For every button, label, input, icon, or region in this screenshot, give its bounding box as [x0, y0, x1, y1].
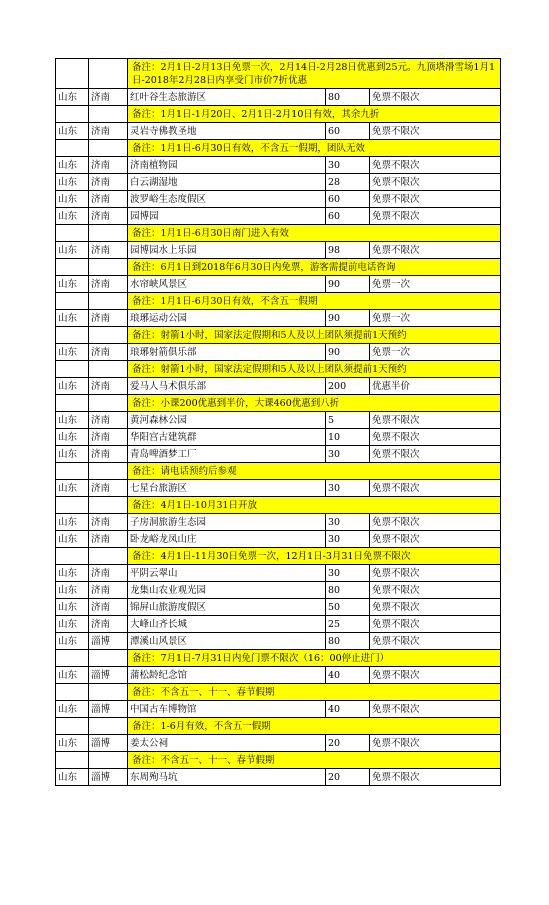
note-text: 备注：1月1日-6月30日南门进入有效 [128, 225, 501, 242]
policy-cell: 免票不限次 [370, 599, 501, 616]
note-text: 备注：射箭1小时，国家法定假期和5人及以上团队须提前1天预约 [128, 327, 501, 344]
city-cell: 济南 [89, 412, 128, 429]
city-cell: 济南 [89, 480, 128, 497]
policy-cell: 优惠半价 [370, 378, 501, 395]
price-cell: 10 [326, 429, 370, 446]
attraction-row [56, 89, 501, 106]
city-cell: 济南 [89, 531, 128, 548]
policy-cell: 免票一次 [370, 310, 501, 327]
policy-cell: 免票不限次 [370, 667, 501, 684]
empty-cell [56, 225, 89, 242]
province-cell: 山东 [56, 582, 89, 599]
attraction-row [56, 242, 501, 259]
attraction-name-cell: 济南植物园 [128, 157, 326, 174]
attraction-name-cell: 平阴云翠山 [128, 565, 326, 582]
note-text: 备注：2月1日-2月13日免票一次，2月14日-2月28日优惠到25元。九顶塔滑雪场1月1日-2018年2月28日内享受门市价7折优惠 [128, 59, 501, 89]
note-text: 备注：4月1日-11月30日免票一次，12月1日-3月31日免票不限次 [128, 548, 501, 565]
attraction-row [56, 191, 501, 208]
attraction-name-cell: 潭溪山风景区 [128, 633, 326, 650]
attraction-row [56, 412, 501, 429]
empty-cell [89, 718, 128, 735]
policy-cell: 免票不限次 [370, 769, 501, 786]
city-cell: 济南 [89, 582, 128, 599]
attraction-name-cell: 黄河森林公园 [128, 412, 326, 429]
policy-cell: 免票不限次 [370, 480, 501, 497]
attraction-row [56, 480, 501, 497]
province-cell: 山东 [56, 310, 89, 327]
city-cell: 济南 [89, 89, 128, 106]
attraction-row [56, 565, 501, 582]
attraction-name-cell: 园博园 [128, 208, 326, 225]
city-cell: 济南 [89, 599, 128, 616]
empty-cell [89, 259, 128, 276]
price-cell: 30 [326, 531, 370, 548]
note-text: 备注：1-6月有效，不含五一假期 [128, 718, 501, 735]
policy-cell: 免票不限次 [370, 208, 501, 225]
province-cell: 山东 [56, 667, 89, 684]
attraction-name-cell: 卧龙峪龙凤山庄 [128, 531, 326, 548]
province-cell: 山东 [56, 769, 89, 786]
price-cell: 90 [326, 310, 370, 327]
city-cell: 济南 [89, 191, 128, 208]
policy-cell: 免票不限次 [370, 123, 501, 140]
note-row [56, 395, 501, 412]
province-cell: 山东 [56, 174, 89, 191]
empty-cell [56, 293, 89, 310]
attraction-name-cell: 姜太公祠 [128, 735, 326, 752]
price-cell: 60 [326, 208, 370, 225]
price-cell: 40 [326, 667, 370, 684]
note-text: 备注：不含五一、十一、春节假期 [128, 752, 501, 769]
empty-cell [56, 395, 89, 412]
empty-cell [89, 293, 128, 310]
city-cell: 淄博 [89, 735, 128, 752]
price-cell: 30 [326, 480, 370, 497]
price-cell: 5 [326, 412, 370, 429]
empty-cell [89, 361, 128, 378]
note-text: 备注：1月1日-1月20日、2月1日-2月10日有效，其余九折 [128, 106, 501, 123]
attraction-row [56, 514, 501, 531]
attraction-name-cell: 蒲松龄纪念馆 [128, 667, 326, 684]
city-cell: 济南 [89, 344, 128, 361]
note-row [56, 684, 501, 701]
price-cell: 30 [326, 446, 370, 463]
empty-cell [89, 106, 128, 123]
attraction-row [56, 735, 501, 752]
attraction-name-cell: 龙集山农业观光园 [128, 582, 326, 599]
empty-cell [89, 548, 128, 565]
policy-cell: 免票不限次 [370, 157, 501, 174]
price-cell: 98 [326, 242, 370, 259]
empty-cell [56, 463, 89, 480]
empty-cell [56, 548, 89, 565]
province-cell: 山东 [56, 191, 89, 208]
city-cell: 济南 [89, 208, 128, 225]
note-row [56, 293, 501, 310]
province-cell: 山东 [56, 446, 89, 463]
attraction-name-cell: 子房洞旅游生态园 [128, 514, 326, 531]
policy-cell: 免票不限次 [370, 582, 501, 599]
attraction-name-cell: 爱马人马术俱乐部 [128, 378, 326, 395]
attractions-table [55, 58, 501, 786]
attraction-name-cell: 灵岩寺佛教圣地 [128, 123, 326, 140]
province-cell: 山东 [56, 123, 89, 140]
city-cell: 淄博 [89, 633, 128, 650]
policy-cell: 免票不限次 [370, 89, 501, 106]
city-cell: 济南 [89, 565, 128, 582]
price-cell: 80 [326, 582, 370, 599]
attraction-row [56, 667, 501, 684]
note-text: 备注：小课200优惠到半价，大课460优惠到八折 [128, 395, 501, 412]
note-text: 备注：1月1日-6月30日有效，不含五一假期 [128, 293, 501, 310]
attraction-row [56, 769, 501, 786]
note-row [56, 140, 501, 157]
empty-cell [89, 752, 128, 769]
note-row [56, 497, 501, 514]
city-cell: 济南 [89, 310, 128, 327]
policy-cell: 免票不限次 [370, 735, 501, 752]
attraction-row [56, 429, 501, 446]
empty-cell [89, 59, 128, 89]
city-cell: 济南 [89, 174, 128, 191]
city-cell: 济南 [89, 616, 128, 633]
province-cell: 山东 [56, 242, 89, 259]
price-cell: 30 [326, 565, 370, 582]
empty-cell [56, 718, 89, 735]
attraction-row [56, 599, 501, 616]
policy-cell: 免票不限次 [370, 174, 501, 191]
province-cell: 山东 [56, 599, 89, 616]
city-cell: 济南 [89, 514, 128, 531]
empty-cell [89, 497, 128, 514]
empty-cell [89, 140, 128, 157]
price-cell: 60 [326, 191, 370, 208]
empty-cell [56, 684, 89, 701]
policy-cell: 免票不限次 [370, 565, 501, 582]
note-text: 备注：7月1日-7月31日内免门票不限次（16：00停止进门） [128, 650, 501, 667]
note-row [56, 259, 501, 276]
note-text: 备注：1月1日-6月30日有效，不含五一假期，团队无效 [128, 140, 501, 157]
city-cell: 济南 [89, 378, 128, 395]
attraction-name-cell: 大峰山齐长城 [128, 616, 326, 633]
empty-cell [89, 463, 128, 480]
city-cell: 济南 [89, 242, 128, 259]
policy-cell: 免票不限次 [370, 701, 501, 718]
province-cell: 山东 [56, 157, 89, 174]
note-row [56, 361, 501, 378]
city-cell: 济南 [89, 276, 128, 293]
attraction-row [56, 701, 501, 718]
policy-cell: 免票不限次 [370, 191, 501, 208]
attraction-name-cell: 琅琊射箭俱乐部 [128, 344, 326, 361]
province-cell: 山东 [56, 208, 89, 225]
note-row [56, 327, 501, 344]
attraction-name-cell: 七星台旅游区 [128, 480, 326, 497]
attraction-row [56, 582, 501, 599]
note-text: 备注：请电话预约后参观 [128, 463, 501, 480]
attractions-table-body [56, 59, 501, 786]
empty-cell [89, 327, 128, 344]
province-cell: 山东 [56, 565, 89, 582]
price-cell: 28 [326, 174, 370, 191]
province-cell: 山东 [56, 480, 89, 497]
attraction-row [56, 123, 501, 140]
price-cell: 60 [326, 123, 370, 140]
attraction-name-cell: 白云湖湿地 [128, 174, 326, 191]
attraction-row [56, 208, 501, 225]
note-row [56, 752, 501, 769]
note-row [56, 718, 501, 735]
attraction-name-cell: 青岛啤酒梦工厂 [128, 446, 326, 463]
policy-cell: 免票一次 [370, 344, 501, 361]
price-cell: 40 [326, 701, 370, 718]
empty-cell [89, 684, 128, 701]
price-cell: 20 [326, 769, 370, 786]
policy-cell: 免票不限次 [370, 514, 501, 531]
city-cell: 济南 [89, 446, 128, 463]
province-cell: 山东 [56, 89, 89, 106]
policy-cell: 免票不限次 [370, 242, 501, 259]
price-cell: 200 [326, 378, 370, 395]
attraction-name-cell: 红叶谷生态旅游区 [128, 89, 326, 106]
attraction-name-cell: 锦屏山旅游度假区 [128, 599, 326, 616]
attraction-row [56, 378, 501, 395]
attraction-name-cell: 东周殉马坑 [128, 769, 326, 786]
province-cell: 山东 [56, 412, 89, 429]
policy-cell: 免票不限次 [370, 412, 501, 429]
province-cell: 山东 [56, 531, 89, 548]
province-cell: 山东 [56, 701, 89, 718]
price-cell: 90 [326, 344, 370, 361]
note-text: 备注：射箭1小时，国家法定假期和5人及以上团队须提前1天预约 [128, 361, 501, 378]
attraction-row [56, 616, 501, 633]
attraction-name-cell: 园博园水上乐园 [128, 242, 326, 259]
note-row [56, 650, 501, 667]
attraction-name-cell: 中国古车博物馆 [128, 701, 326, 718]
city-cell: 淄博 [89, 769, 128, 786]
empty-cell [89, 650, 128, 667]
attraction-row [56, 174, 501, 191]
attraction-row [56, 446, 501, 463]
city-cell: 淄博 [89, 701, 128, 718]
price-cell: 50 [326, 599, 370, 616]
empty-cell [56, 59, 89, 89]
attraction-row [56, 344, 501, 361]
policy-cell: 免票不限次 [370, 531, 501, 548]
city-cell: 淄博 [89, 667, 128, 684]
note-row [56, 106, 501, 123]
policy-cell: 免票一次 [370, 276, 501, 293]
note-row [56, 59, 501, 89]
note-row [56, 463, 501, 480]
attraction-row [56, 531, 501, 548]
province-cell: 山东 [56, 429, 89, 446]
province-cell: 山东 [56, 514, 89, 531]
attraction-name-cell: 华阳宫古建筑群 [128, 429, 326, 446]
price-cell: 20 [326, 735, 370, 752]
province-cell: 山东 [56, 276, 89, 293]
attraction-name-cell: 波罗峪生态度假区 [128, 191, 326, 208]
province-cell: 山东 [56, 344, 89, 361]
attraction-row [56, 633, 501, 650]
city-cell: 济南 [89, 429, 128, 446]
policy-cell: 免票不限次 [370, 616, 501, 633]
note-text: 备注：6月1日到2018年6月30日内免票，游客需提前电话咨询 [128, 259, 501, 276]
province-cell: 山东 [56, 633, 89, 650]
policy-cell: 免票不限次 [370, 633, 501, 650]
city-cell: 济南 [89, 157, 128, 174]
note-row [56, 548, 501, 565]
price-cell: 90 [326, 276, 370, 293]
empty-cell [89, 225, 128, 242]
price-cell: 25 [326, 616, 370, 633]
empty-cell [56, 752, 89, 769]
city-cell: 济南 [89, 123, 128, 140]
note-text: 备注：不含五一、十一、春节假期 [128, 684, 501, 701]
attraction-name-cell: 水帘峡风景区 [128, 276, 326, 293]
attraction-row [56, 276, 501, 293]
empty-cell [56, 106, 89, 123]
price-cell: 80 [326, 633, 370, 650]
empty-cell [56, 259, 89, 276]
attraction-row [56, 310, 501, 327]
empty-cell [56, 140, 89, 157]
attraction-row [56, 157, 501, 174]
empty-cell [89, 395, 128, 412]
note-text: 备注：4月1日-10月31日开放 [128, 497, 501, 514]
province-cell: 山东 [56, 735, 89, 752]
empty-cell [56, 497, 89, 514]
empty-cell [56, 327, 89, 344]
policy-cell: 免票不限次 [370, 446, 501, 463]
policy-cell: 免票不限次 [370, 429, 501, 446]
price-cell: 30 [326, 157, 370, 174]
empty-cell [56, 650, 89, 667]
empty-cell [56, 361, 89, 378]
province-cell: 山东 [56, 616, 89, 633]
province-cell: 山东 [56, 378, 89, 395]
note-row [56, 225, 501, 242]
price-cell: 80 [326, 89, 370, 106]
attraction-name-cell: 琅琊运动公园 [128, 310, 326, 327]
price-cell: 30 [326, 514, 370, 531]
